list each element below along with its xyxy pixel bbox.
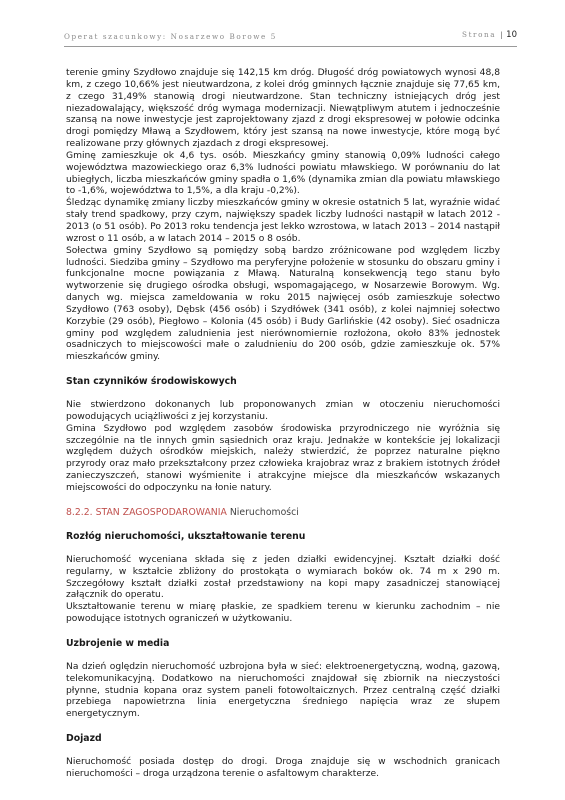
paragraph-roads: terenie gminy Szydłowo znajduje się 142,15 km dróg. Długość dróg powiatowych wynosi 48,8 km, z czego 10,66% jest nieutwardzona, z kolei dróg gminnych łącznie znajduje się 77,65 km, z czego 31,49% stanowią drogi nieutwardzone. Stan techniczny istniejących dróg jest niezadowalający, większość dróg wymaga modernizacji. Niewątpliwym atutem i jednocześnie szansą na nowe inwestycje jest zaprojektowany zjazd z drogi ekspresowej w połowie odcinka drogi pomiędzy Mławą a Szydłowem, który jest szansą na nowe inwestycje, które mogą być realizowane przy głównych zjazdach z drogi ekspresowej. <box>66 68 500 150</box>
page-header <box>64 30 517 47</box>
page-content <box>66 68 500 781</box>
paragraph-media: Na dzień oględzin nieruchomość uzbrojona była w sieć: elektroenergetyczną, wodną, gazową, telekomunikacyjną. Dodatkowo na nieruchomości znajdował się zbiornik na nieczystości płynne, studnia kopana oraz system paneli fotowoltaicznych. Przez centralną część działki przebiega napowietrzna linia energetyczna średniego napięcia wraz ze słupem energetycznym. <box>66 661 500 720</box>
paragraph-plot-shape: Nieruchomość wyceniana składa się z jeden działki ewidencyjnej. Kształt działki dość regularny, w kształcie zbliżony do prostokąta o wymiarach boków ok. 74 m x 290 m. Szczegółowy kształt działki został przedstawiony na kopi mapy zasadniczej stanowiącej załącznik do operatu. <box>66 554 500 601</box>
page-label: Strona <box>462 30 497 39</box>
paragraph-terrain: Ukształtowanie terenu w miarę płaskie, ze spadkiem terenu w kierunku zachodnim – nie powodujące istotnych ograniczeń w użytkowaniu. <box>66 602 500 625</box>
heading-environment: Stan czynników środowiskowych <box>66 376 237 388</box>
section-caps: STAN ZAGOSPODAROWANIA <box>95 506 227 518</box>
section-rest: Nieruchomości <box>229 506 299 518</box>
page-separator: | <box>500 30 505 39</box>
paragraph-villages: Sołectwa gminy Szydłowo są pomiędzy sobą bardzo zróżnicowane pod względem liczby ludności. Siedziba gminy – Szydłowo ma peryferyjne położenie w stosunku do obszaru gminy i funkcjonalne mocne powiązania z Mławą. Naturalną konsekwencją tego stanu było wytworzenie się drugiego ośrodka obsługi, wspomagającego, w Nosarzewie Borowym. Wg. danych wg. miejsca zameldowania w roku 2015 najwięcej osób zamieszkuje sołectwo Szydłowo (763 osoby), Dębsk (456 osób) i Szydłówek (341 osób), z kolei najmniej sołectwo Korzybie (29 osób), Piegłowo – Kolonia (45 osób) i Budy Garlińskie (42 osoby). Sieć osadnicza gminy pod względem zaludnienia jest nierównomiernie rozłożona, około 83% jednostek osadniczych to miejscowości małe o zaludnieniu do 200 osób, gdzie zamieszkuje ok. 57% mieszkańców gminy. <box>66 245 500 363</box>
page-number: 10 <box>506 30 517 40</box>
heading-access: Dojazd <box>66 733 102 745</box>
heading-layout: Rozłóg nieruchomości, ukształtowanie terenu <box>66 530 306 542</box>
page-indicator <box>462 30 517 40</box>
paragraph-population-trend: Śledząc dynamikę zmiany liczby mieszkańców gminy w okresie ostatnich 5 lat, wyraźnie widać stały trend spadkowy, przy czym, największy spadek liczby ludności nastąpił w latach 2012 - 2013 (o 51 osób). Po 2013 roku tendencja jest lekko wzrostowa, w latach 2013 – 2014 nastąpił wzrost o 11 osób, a w latach 2014 – 2015 o 8 osób. <box>66 198 500 244</box>
document-title: Operat szacunkowy: Nosarzewo Borowe 5 <box>64 32 277 41</box>
heading-media: Uzbrojenie w media <box>66 637 170 649</box>
paragraph-environment-changes: Nie stwierdzono dokonanych lub proponowanych zmian w otoczeniu nieruchomości powodujących uciążliwości z jej korzystaniu. <box>66 400 500 422</box>
paragraph-population: Gminę zamieszkuje ok 4,6 tys. osób. Mieszkańcy gminy stanowią 0,09% ludności całego województwa mazowieckiego oraz 6,3% ludności powiatu mławskiego. W porównaniu do lat ubiegłych, liczba mieszkańców gminy spadła o 1,6% (dynamika zmian dla powiatu mławskiego to -1,6%, województwa to 1,5%, a dla kraju -0,2%). <box>66 150 501 197</box>
section-title <box>66 507 500 519</box>
paragraph-access: Nieruchomość posiada dostęp do drogi. Droga znajduje się w wschodnich granicach nieruchomości – droga urządzona terenie o asfaltowym charakterze. <box>66 757 500 779</box>
section-number: 8.2.2. <box>66 506 93 518</box>
paragraph-environment-nature: Gmina Szydłowo pod względem zasobów środowiska przyrodniczego nie wyróżnia się szczególnie na tle innych gmin sąsiednich oraz kraju. Jednakże w kontekście jej lokalizacji względem dużych ośrodków miejskich, należy stwierdzić, że poprzez naturalne piękno przyrody oraz mało przekształcony przez człowieka krajobraz wraz z brakiem istotnych źródeł zanieczyszczeń, stanowi wyśmienite i atrakcyjne miejsce dla mieszkańców wskazanych miejscowości do odpoczynku na łonie natury. <box>66 423 500 493</box>
